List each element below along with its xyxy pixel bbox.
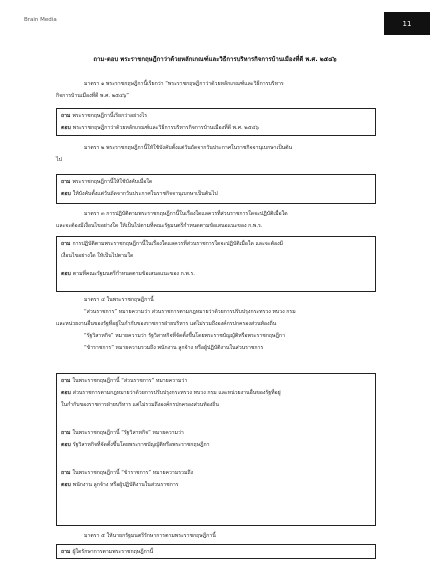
qa-4-question-2: ถาม ในพระราชกฤษฎีกานี้ “รัฐวิสาหกิจ” หมายความว่า — [61, 430, 184, 436]
qa-2-question: ถาม พระราชกฤษฎีกานี้ให้ใช้บังคับเมื่อใด — [61, 179, 153, 185]
qa-4-answer-2: ตอบ รัฐวิสาหกิจที่จัดตั้งขึ้นโดยพระราชบัญญัติหรือพระราชกฤษฎีกา — [61, 442, 210, 448]
page-title: ถาม-ตอบ พระราชกฤษฎีกาว่าด้วยหลักเกณฑ์และวิธีการบริหารกิจการบ้านเมืองที่ดี พ.ศ. ๒๕๔๖ — [93, 56, 337, 63]
qa-3-question: ถาม การปฏิบัติตามพระราชกฤษฎีกานี้ในเรื่องใดแลควรที่ส่วนราชการใดจะปฏิบัติเมื่อใด และจะต้องมี — [61, 241, 284, 247]
section-2 — [56, 142, 374, 166]
section-3-line-2: และจะต้องมีเงื่อนไขอย่างใด ให้เป็นไปตามที่คณะรัฐมนตรีกำหนดตามข้อเสนอแนะของ ก.พ.ร. — [56, 223, 263, 229]
qa-box-1 — [56, 108, 376, 136]
section-3 — [56, 208, 374, 232]
section-5-line-1: มาตรา ๕ ให้นายกรัฐมนตรีรักษาการตามพระราชกฤษฎีกานี้ — [84, 533, 216, 539]
qa-box-4 — [56, 373, 376, 526]
section-4-line-1: มาตรา ๔ ในพระราชกฤษฎีกานี้ — [84, 297, 154, 303]
section-3-line-1: มาตรา ๓ การปฏิบัติตามพระราชกฤษฎีกานี้ในเรื่องใดแลควรที่ส่วนราชการใดจะปฏิบัติเมื่อใด — [84, 211, 288, 217]
qa-4-answer-3: ตอบ พนักงาน ลูกจ้าง หรือผู้ปฏิบัติงานในส่วนราชการ — [61, 482, 179, 488]
qa-3-answer: ตอบ ตามที่คณะรัฐมนตรีกำหนดตามข้อเสนอแนะของ ก.พ.ร. — [61, 271, 195, 277]
section-2-line-2: ไป — [56, 157, 62, 163]
qa-box-2 — [56, 174, 376, 204]
qa-box-3 — [56, 236, 376, 292]
page-number: 11 — [402, 19, 412, 28]
section-5 — [56, 530, 374, 542]
page-number-badge — [384, 12, 430, 35]
qa-4-answer-1-cont: ในกำกับของราชการฝ่ายบริหาร แต่ไม่รวมถึงองค์กรปกครองส่วนท้องถิ่น — [61, 402, 219, 408]
section-1-line-2: กิจการบ้านเมืองที่ดี พ.ศ. ๒๕๔๖” — [56, 93, 129, 99]
qa-box-5 — [56, 544, 376, 559]
qa-4-question-1: ถาม ในพระราชกฤษฎีกานี้ “ส่วนราชการ” หมายความว่า — [61, 378, 188, 384]
section-4-line-4: “รัฐวิสาหกิจ” หมายความว่า รัฐวิสาหกิจที่จัดตั้งขึ้นโดยพระราชบัญญัติหรือพระราชกฤษฎีกา — [84, 333, 285, 339]
section-4-line-3: และหน่วยงานอื่นของรัฐที่อยู่ในกำกับของราชการฝ่ายบริหาร แต่ไม่รวมถึงองค์กรปกครองส่วนท้องถิ่น — [56, 321, 277, 327]
section-4-line-2: “ส่วนราชการ” หมายความว่า ส่วนราชการตามกฎหมายว่าด้วยการปรับปรุงกระทรวง ทบวง กรม — [84, 309, 296, 315]
section-2-line-1: มาตรา ๒ พระราชกฤษฎีกานี้ให้ใช้บังคับตั้งแต่วันถัดจากวันประกาศในราชกิจจานุเบกษาเป็นต้น — [84, 145, 293, 151]
qa-1-question: ถาม พระราชกฤษฎีกานี้เรียกว่าอย่างไร — [61, 113, 148, 119]
header-brand: Brain Media — [24, 17, 57, 23]
qa-5-question: ถาม ผู้ใดรักษาการตามพระราชกฤษฎีกานี้ — [61, 549, 154, 555]
qa-2-answer: ตอบ ให้บังคับตั้งแต่วันถัดจากวันประกาศในราชกิจจานุเบกษาเป็นต้นไป — [61, 191, 218, 197]
section-4 — [56, 294, 374, 354]
qa-3-question-cont: เงื่อนไขอย่างใด ให้เป็นไปตามใด — [61, 253, 134, 259]
section-1-line-1: มาตรา ๑ พระราชกฤษฎีกานี้เรียกว่า “พระราชกฤษฎีกาว่าด้วยหลักเกณฑ์และวิธีการบริหาร — [84, 81, 284, 87]
qa-4-answer-1: ตอบ ส่วนราชการตามกฎหมายว่าด้วยการปรับปรุงกระทรวง ทบวง กรม และหน่วยงานอื่นของรัฐที่อยู่ — [61, 390, 281, 396]
qa-1-answer: ตอบ พระราชกฤษฎีกาว่าด้วยหลักเกณฑ์และวิธีการบริหารกิจการบ้านเมืองที่ดี พ.ศ. ๒๕๔๖ — [61, 125, 259, 131]
section-1 — [56, 78, 374, 102]
section-4-line-5: “ข้าราชการ” หมายความรวมถึง พนักงาน ลูกจ้าง หรือผู้ปฏิบัติงานในส่วนราชการ — [84, 345, 264, 351]
qa-4-question-3: ถาม ในพระราชกฤษฎีกานี้ “ข้าราชการ” หมายความรวมถึง — [61, 470, 194, 476]
